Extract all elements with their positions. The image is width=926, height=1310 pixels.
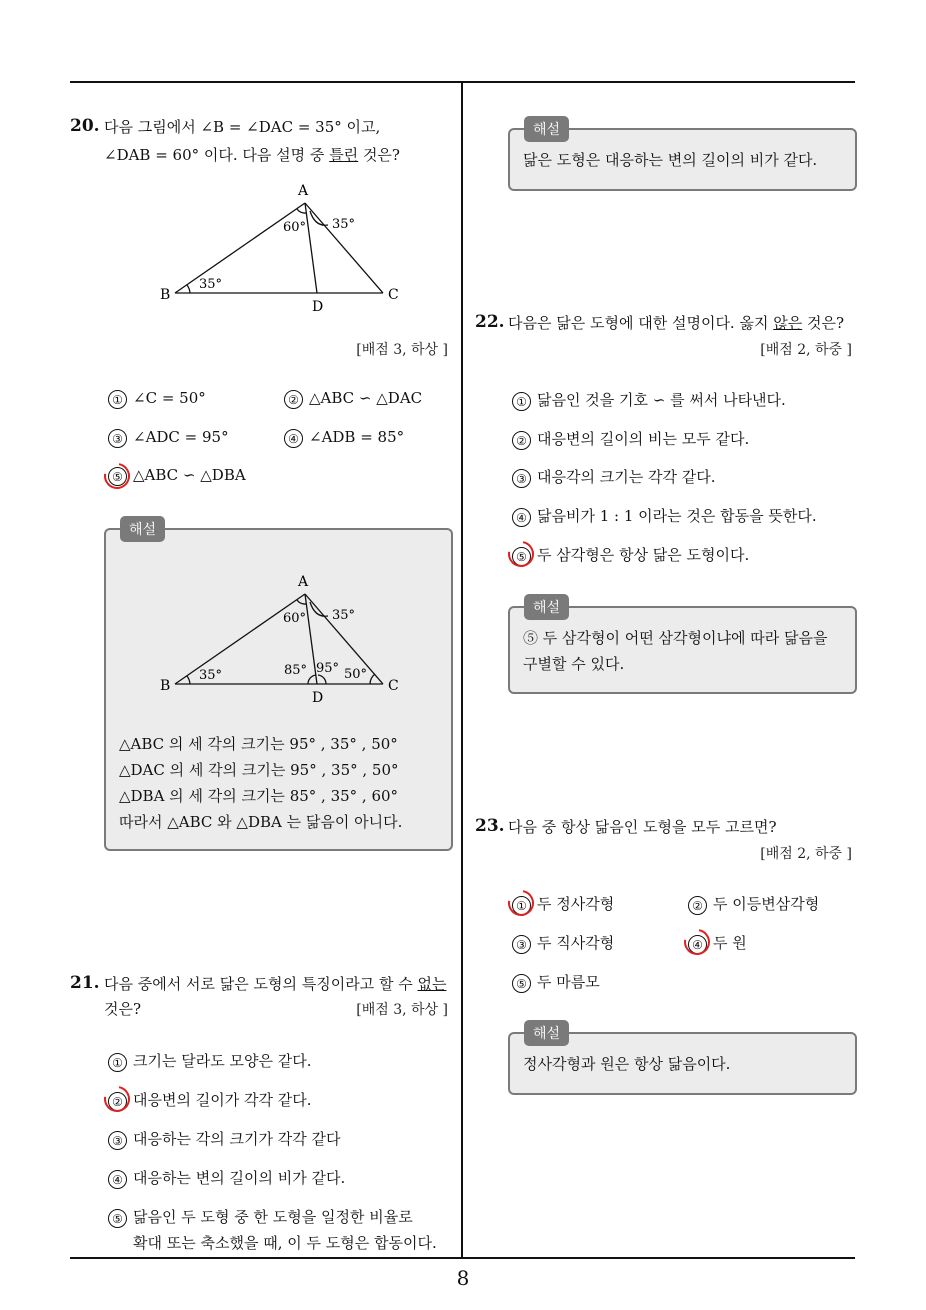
option-1[interactable]: ① 닮음인 것을 기호 ∽ 를 써서 나타낸다. — [512, 389, 786, 411]
solution-badge: 해설 — [120, 516, 165, 542]
label-d: D — [312, 690, 324, 706]
angle-b-label: 35° — [199, 277, 223, 292]
label-d: D — [312, 299, 324, 315]
score-label: [배점 2, 하중 ] — [760, 846, 852, 862]
label-b: B — [160, 678, 171, 694]
solution-badge: 해설 — [524, 594, 569, 620]
answer-mark — [679, 924, 715, 960]
solution-badge: 해설 — [524, 1020, 569, 1046]
option-1[interactable]: ① 두 정사각형 — [512, 893, 614, 915]
angle-dac-label: 35° — [332, 608, 356, 623]
question-text-line1: 다음은 닮은 도형에 대한 설명이다. 옳지 않은 것은? — [508, 314, 844, 332]
solution-line: △DBA 의 세 각의 크기는 85° , 35° , 60° — [119, 787, 399, 805]
score-label: [배점 3, 하상 ] — [356, 342, 448, 358]
label-c: C — [388, 678, 399, 694]
angle-b-label: 35° — [199, 668, 223, 683]
option-2[interactable]: ② 대응변의 길이가 각각 같다. — [108, 1089, 311, 1111]
page-number: 8 — [456, 1266, 470, 1290]
score-label: [배점 3, 하상 ] — [356, 1002, 448, 1018]
score-label: [배점 2, 하중 ] — [760, 342, 852, 358]
angle-adb-label: 85° — [284, 663, 308, 678]
column-divider — [461, 83, 463, 1258]
angle-dac-label: 35° — [332, 217, 356, 232]
question-number: 22. — [475, 312, 505, 332]
option-3[interactable]: ③ 대응각의 크기는 각각 같다. — [512, 466, 715, 488]
solution-box — [508, 122, 857, 191]
solution-line: △DAC 의 세 각의 크기는 95° , 35° , 50° — [119, 761, 399, 779]
option-3[interactable]: ③ ∠ADC = 95° — [108, 428, 229, 448]
option-1[interactable]: ① ∠C = 50° — [108, 389, 206, 409]
answer-mark — [99, 458, 135, 494]
solution-text: 닮은 도형은 대응하는 변의 길이의 비가 같다. — [523, 151, 818, 169]
label-b: B — [160, 287, 171, 303]
solution-text-line1: ⑤ 두 삼각형이 어떤 삼각형이냐에 따라 닮음을 — [523, 629, 828, 647]
option-3[interactable]: ③ 대응하는 각의 크기가 각각 같다 — [108, 1128, 340, 1150]
label-a: A — [298, 183, 309, 199]
answer-mark — [99, 1081, 135, 1117]
option-1[interactable]: ① 크기는 달라도 모양은 같다. — [108, 1050, 311, 1072]
solution-box — [508, 600, 857, 694]
solution-text: 정사각형과 원은 항상 닮음이다. — [523, 1055, 731, 1073]
question-text-line2: 것은? — [104, 1000, 142, 1018]
solution-line: 따라서 △ABC 와 △DBA 는 닮음이 아니다. — [119, 813, 403, 831]
question-number: 23. — [475, 816, 505, 836]
option-2[interactable]: ② △ABC ∽ △DAC — [284, 389, 422, 409]
question-text-line1: 다음 중에서 서로 닮은 도형의 특징이라고 할 수 없는 — [104, 975, 447, 993]
angle-dab-label: 60° — [283, 220, 307, 235]
option-5[interactable]: ⑤ 닮음인 두 도형 중 한 도형을 일정한 비율로 — [108, 1206, 413, 1228]
option-4[interactable]: ④ ∠ADB = 85° — [284, 428, 404, 448]
angle-c-label: 50° — [344, 667, 368, 682]
solution-text-line2: 구별할 수 있다. — [523, 655, 625, 673]
option-5[interactable]: ⑤ 두 마름모 — [512, 971, 600, 993]
triangle-figure — [150, 175, 420, 315]
answer-mark — [503, 536, 539, 572]
question-text-line1: 다음 중 항상 닮음인 도형을 모두 고르면? — [508, 818, 777, 836]
answer-mark — [503, 885, 539, 921]
option-5-continued: 확대 또는 축소했을 때, 이 두 도형은 합동이다. — [133, 1234, 437, 1252]
option-4[interactable]: ④ 대응하는 변의 길이의 비가 같다. — [108, 1167, 345, 1189]
bottom-rule — [70, 1257, 855, 1259]
question-number: 20. — [70, 116, 100, 136]
option-5[interactable]: ⑤ △ABC ∽ △DBA — [108, 466, 246, 486]
label-c: C — [388, 287, 399, 303]
label-a: A — [298, 574, 309, 590]
solution-line: △ABC 의 세 각의 크기는 95° , 35° , 50° — [119, 735, 398, 753]
option-4[interactable]: ④ 닮음비가 1 : 1 이라는 것은 합동을 뜻한다. — [512, 505, 817, 527]
option-2[interactable]: ② 대응변의 길이의 비는 모두 같다. — [512, 428, 749, 450]
question-text-line1: 다음 그림에서 ∠B = ∠DAC = 35° 이고, — [104, 118, 381, 136]
question-number: 21. — [70, 973, 100, 993]
solution-box — [508, 1026, 857, 1095]
option-2[interactable]: ② 두 이등변삼각형 — [688, 893, 819, 915]
option-4[interactable]: ④ 두 원 — [688, 932, 747, 954]
question-text-line2: ∠DAB = 60° 이다. 다음 설명 중 틀린 것은? — [104, 146, 400, 164]
solution-box — [104, 522, 453, 851]
solution-triangle-figure — [150, 572, 420, 712]
solution-badge: 해설 — [524, 116, 569, 142]
option-3[interactable]: ③ 두 직사각형 — [512, 932, 614, 954]
angle-dab-label: 60° — [283, 611, 307, 626]
option-5[interactable]: ⑤ 두 삼각형은 항상 닮은 도형이다. — [512, 544, 749, 566]
angle-adc-label: 95° — [316, 661, 340, 676]
